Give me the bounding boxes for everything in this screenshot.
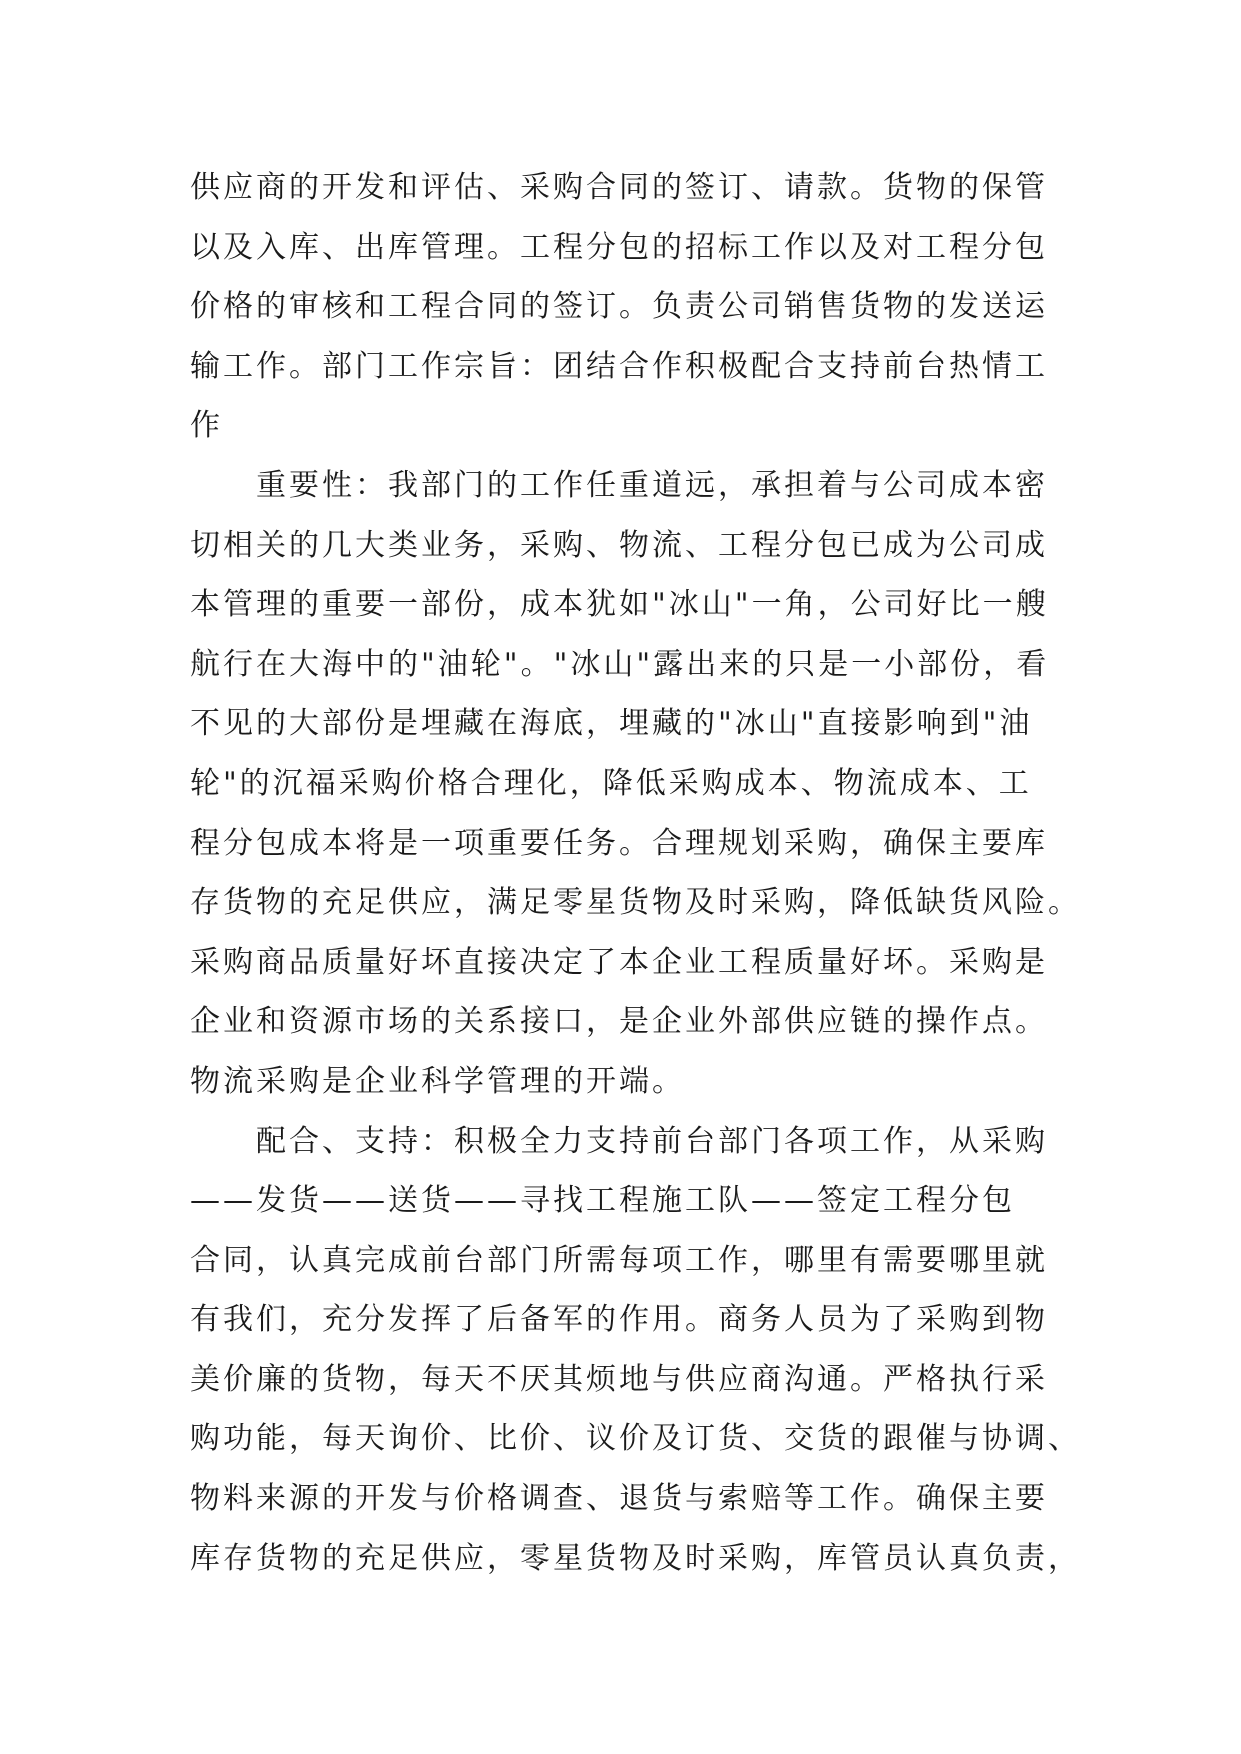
text-line: 物流采购是企业科学管理的开端。 <box>190 1063 685 1099</box>
text-line: 输工作。部门工作宗旨：团结合作积极配合支持前台热情工 <box>190 348 1048 384</box>
body-text <box>190 158 1081 1588</box>
text-line: 切相关的几大类业务，采购、物流、工程分包已成为公司成 <box>190 527 1048 563</box>
text-line: 企业和资源市场的关系接口，是企业外部供应链的操作点。 <box>190 1004 1048 1040</box>
text-line: 作 <box>190 408 223 444</box>
text-line: 轮"的沉福采购价格合理化，降低采购成本、物流成本、工 <box>190 765 1032 801</box>
text-line: 采购商品质量好坏直接决定了本企业工程质量好坏。采购是 <box>190 944 1048 980</box>
text-line: 合同，认真完成前台部门所需每项工作，哪里有需要哪里就 <box>190 1242 1048 1278</box>
text-line: 价格的审核和工程合同的签订。负责公司销售货物的发送运 <box>190 289 1048 325</box>
text-line: 程分包成本将是一项重要任务。合理规划采购，确保主要库 <box>190 825 1048 861</box>
text-line: 航行在大海中的"油轮"。"冰山"露出来的只是一小部份，看 <box>190 646 1050 682</box>
text-line: 库存货物的充足供应，零星货物及时采购，库管员认真负责， <box>190 1540 1081 1576</box>
text-line: 本管理的重要一部份，成本犹如"冰山"一角，公司好比一艘 <box>190 587 1049 623</box>
text-line: 供应商的开发和评估、采购合同的签订、请款。货物的保管 <box>190 170 1048 205</box>
text-line: 有我们，充分发挥了后备军的作用。商务人员为了采购到物 <box>190 1302 1048 1338</box>
paragraph-start-importance: 重要性：我部门的工作任重道远，承担着与公司成本密 <box>256 467 1048 503</box>
paragraph-start-support: 配合、支持：积极全力支持前台部门各项工作，从采购 <box>256 1123 1048 1159</box>
text-line: 物料来源的开发与价格调查、退货与索赔等工作。确保主要 <box>190 1481 1048 1517</box>
text-line: 以及入库、出库管理。工程分包的招标工作以及对工程分包 <box>190 229 1048 265</box>
text-line: 美价廉的货物，每天不厌其烦地与供应商沟通。严格执行采 <box>190 1361 1048 1397</box>
text-line: 购功能，每天询价、比价、议价及订货、交货的跟催与协调、 <box>190 1421 1081 1457</box>
text-line: 存货物的充足供应，满足零星货物及时采购，降低缺货风险。 <box>190 885 1081 921</box>
text-line: ——发货——送货——寻找工程施工队——签定工程分包 <box>190 1183 1015 1219</box>
text-line: 不见的大部份是埋藏在海底，埋藏的"冰山"直接影响到"油 <box>190 706 1033 742</box>
